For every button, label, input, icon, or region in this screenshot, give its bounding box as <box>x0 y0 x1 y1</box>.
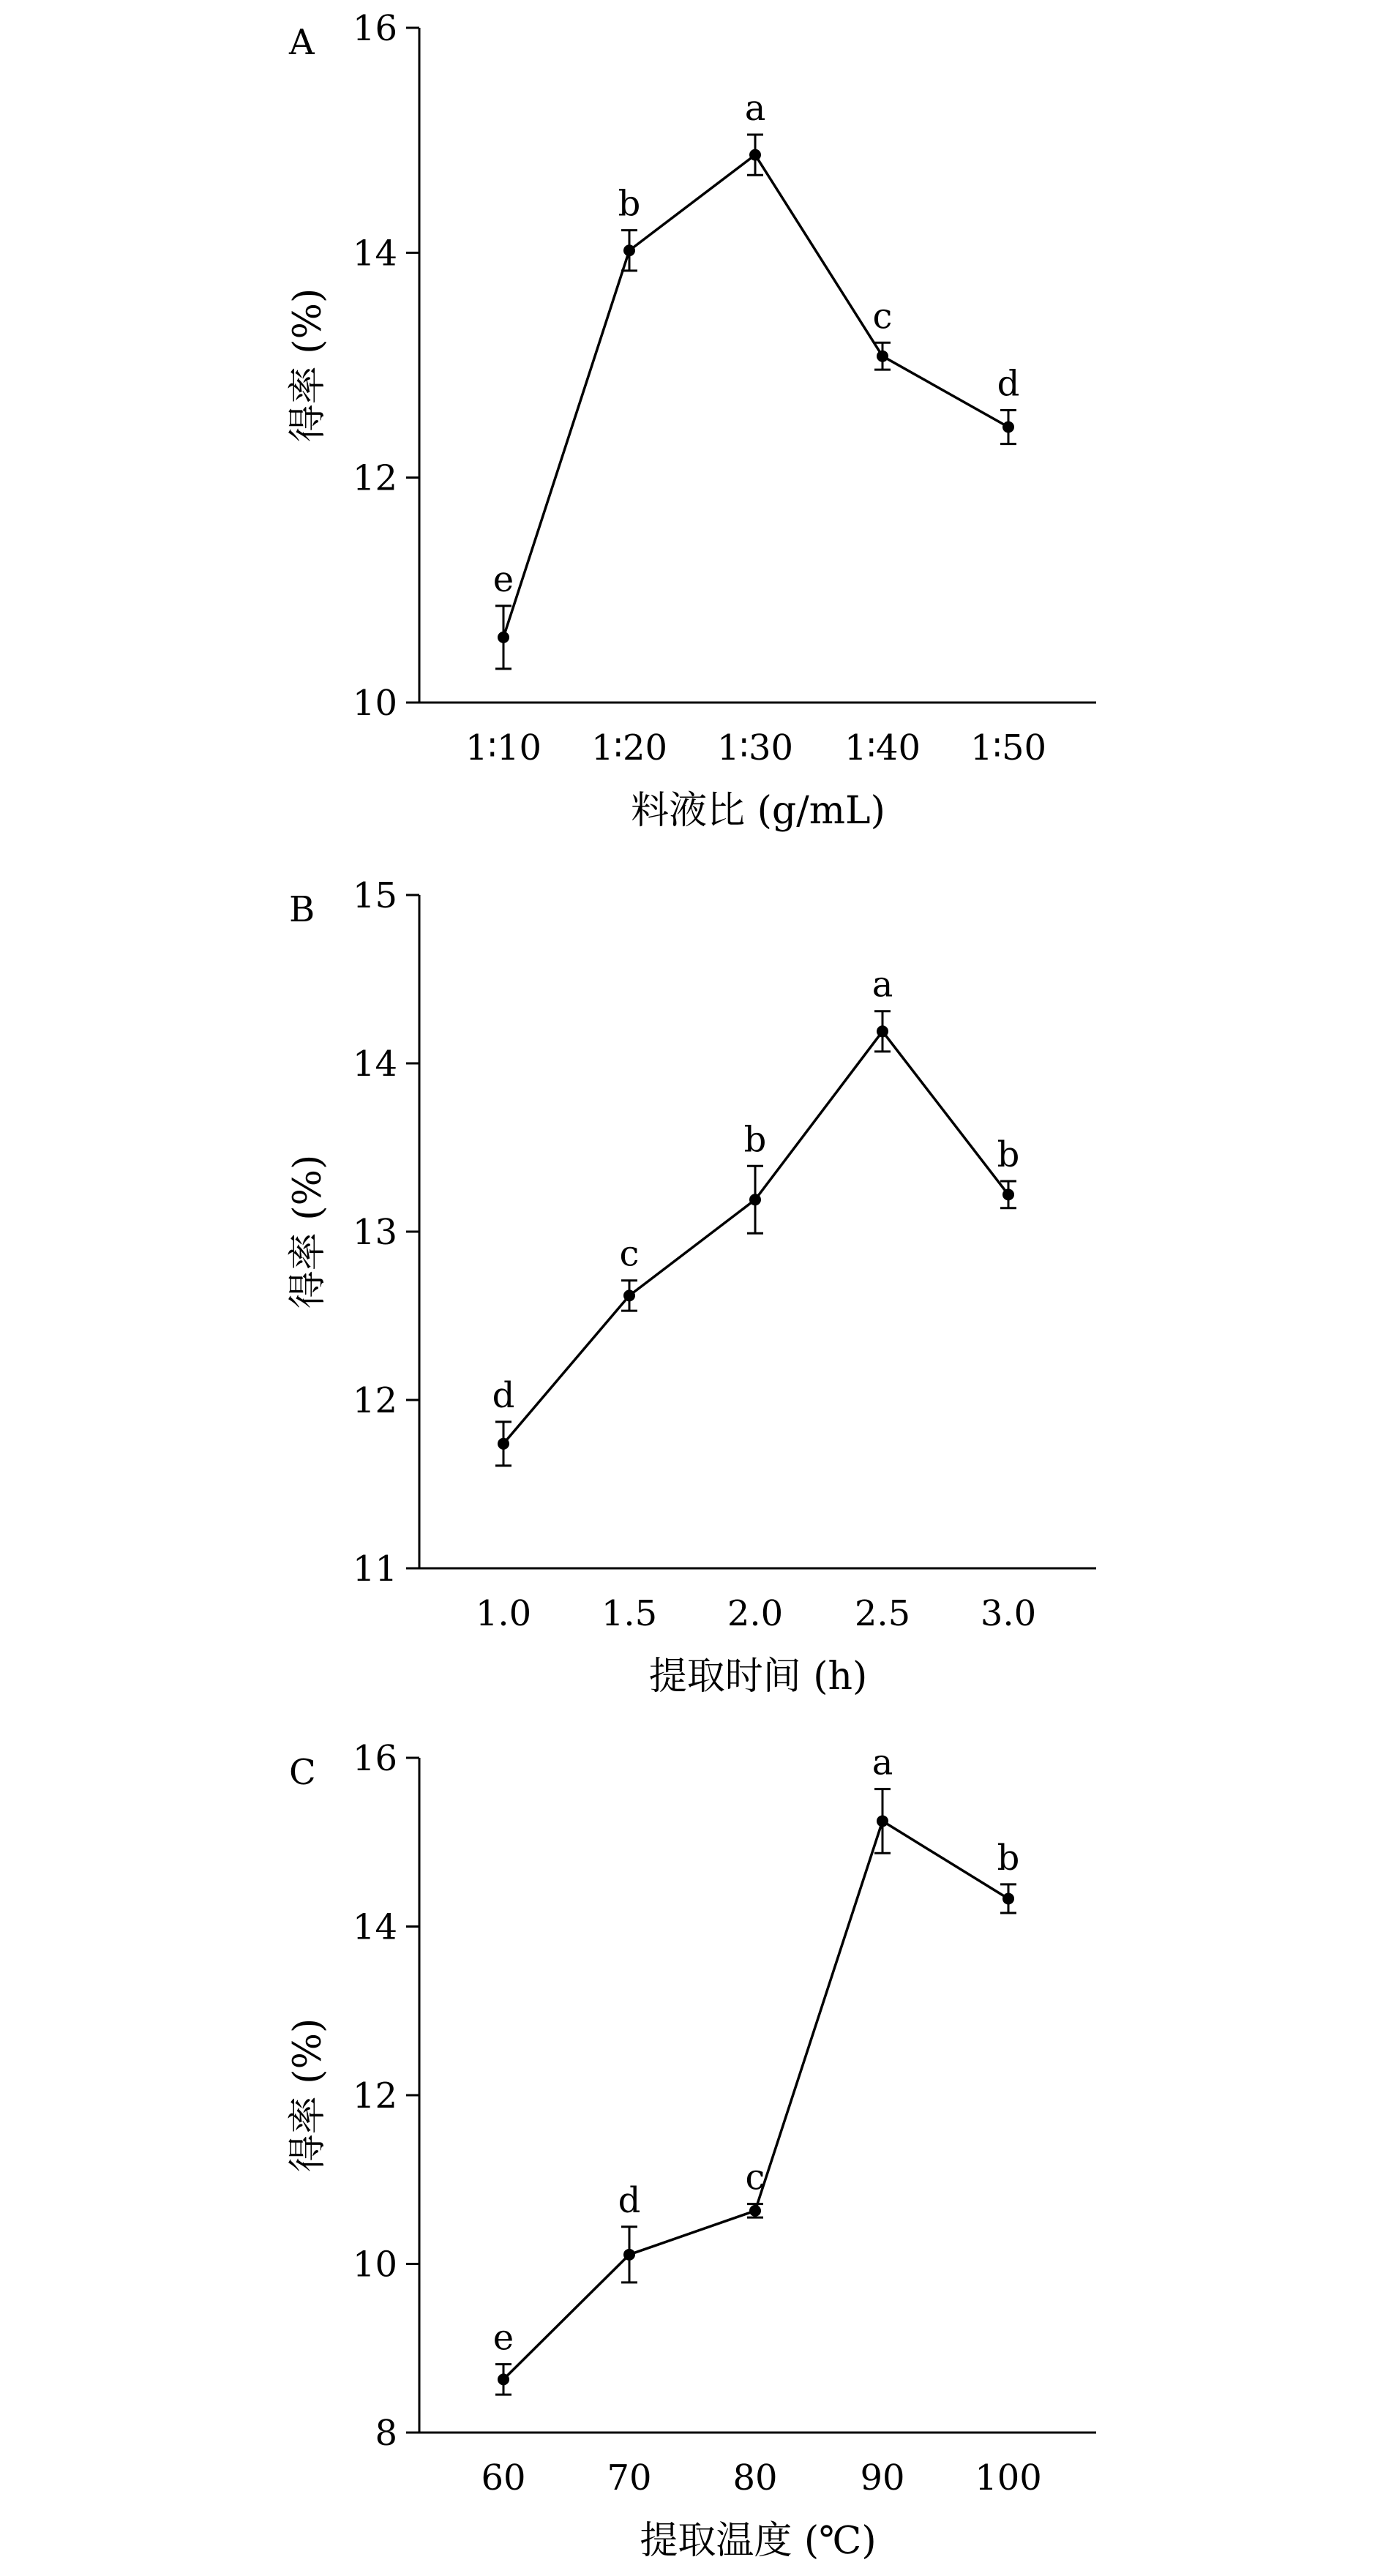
x-axis-title: 提取时间 (h) <box>648 1655 868 1699</box>
y-tick-label: 12 <box>352 457 397 499</box>
chart-panel-c <box>286 1738 1096 2563</box>
significance-label: b <box>618 183 641 225</box>
significance-label: d <box>492 1374 515 1416</box>
data-point <box>498 1438 509 1450</box>
data-point <box>749 1194 761 1205</box>
significance-label: d <box>997 363 1020 405</box>
significance-label: c <box>619 1233 640 1275</box>
y-tick-label: 10 <box>352 683 397 724</box>
data-point <box>877 1025 888 1037</box>
chart-panel-b <box>286 875 1096 1699</box>
y-tick-label: 16 <box>352 8 397 49</box>
panel-label: B <box>289 889 315 930</box>
y-axis-title: 得率 (%) <box>286 2018 330 2173</box>
x-tick-label: 1.0 <box>475 1593 532 1634</box>
y-axis-title: 得率 (%) <box>286 1154 330 1309</box>
significance-label: a <box>872 964 893 1006</box>
x-tick-label: 1∶30 <box>716 727 794 768</box>
data-point <box>1002 1892 1014 1904</box>
data-point <box>498 632 509 643</box>
panel-label: C <box>289 1752 316 1793</box>
y-tick-label: 16 <box>352 1738 397 1779</box>
x-tick-label: 100 <box>975 2457 1042 2498</box>
panel-label: A <box>289 22 315 63</box>
y-tick-label: 14 <box>352 233 397 274</box>
y-axis-title: 得率 (%) <box>286 288 330 443</box>
x-axis-title: 提取温度 (℃) <box>640 2519 877 2563</box>
significance-label: b <box>743 1119 767 1161</box>
significance-label: d <box>618 2179 641 2221</box>
significance-label: b <box>997 1134 1020 1175</box>
y-tick-label: 14 <box>352 1044 397 1085</box>
data-point <box>623 244 635 256</box>
x-tick-label: 1∶20 <box>591 727 668 768</box>
y-tick-label: 11 <box>352 1549 397 1590</box>
x-tick-label: 70 <box>607 2457 652 2498</box>
x-tick-label: 60 <box>481 2457 526 2498</box>
significance-label: a <box>872 1742 893 1783</box>
significance-label: c <box>872 296 893 337</box>
x-tick-label: 2.0 <box>727 1593 784 1634</box>
data-point <box>749 2205 761 2217</box>
series-line <box>503 1821 1008 2379</box>
y-tick-label: 14 <box>352 1906 397 1948</box>
y-tick-label: 13 <box>352 1212 397 1253</box>
significance-label: a <box>744 87 766 129</box>
y-tick-label: 12 <box>352 2075 397 2116</box>
data-point <box>877 1815 888 1827</box>
data-point <box>1002 1188 1014 1200</box>
significance-label: c <box>745 2157 765 2198</box>
data-point <box>749 149 761 161</box>
series-line <box>503 155 1008 637</box>
y-tick-label: 8 <box>375 2413 397 2454</box>
significance-label: b <box>997 1837 1020 1879</box>
x-tick-label: 1∶40 <box>844 727 921 768</box>
data-point <box>498 2373 509 2385</box>
x-axis-title: 料液比 (g/mL) <box>631 789 885 833</box>
x-tick-label: 1.5 <box>601 1593 658 1634</box>
x-tick-label: 80 <box>732 2457 778 2498</box>
y-tick-label: 15 <box>352 875 397 916</box>
y-tick-label: 12 <box>352 1380 397 1421</box>
significance-label: e <box>492 558 514 600</box>
series-line <box>503 1031 1008 1444</box>
significance-label: e <box>492 2317 514 2359</box>
x-tick-label: 2.5 <box>854 1593 911 1634</box>
data-point <box>877 351 888 362</box>
y-tick-label: 10 <box>352 2244 397 2285</box>
chart-panel-a <box>286 8 1096 833</box>
x-tick-label: 90 <box>860 2457 905 2498</box>
x-tick-label: 3.0 <box>980 1593 1037 1634</box>
data-point <box>1002 422 1014 433</box>
x-tick-label: 1∶10 <box>465 727 542 768</box>
x-tick-label: 1∶50 <box>970 727 1047 768</box>
data-point <box>623 2249 635 2261</box>
data-point <box>623 1289 635 1301</box>
